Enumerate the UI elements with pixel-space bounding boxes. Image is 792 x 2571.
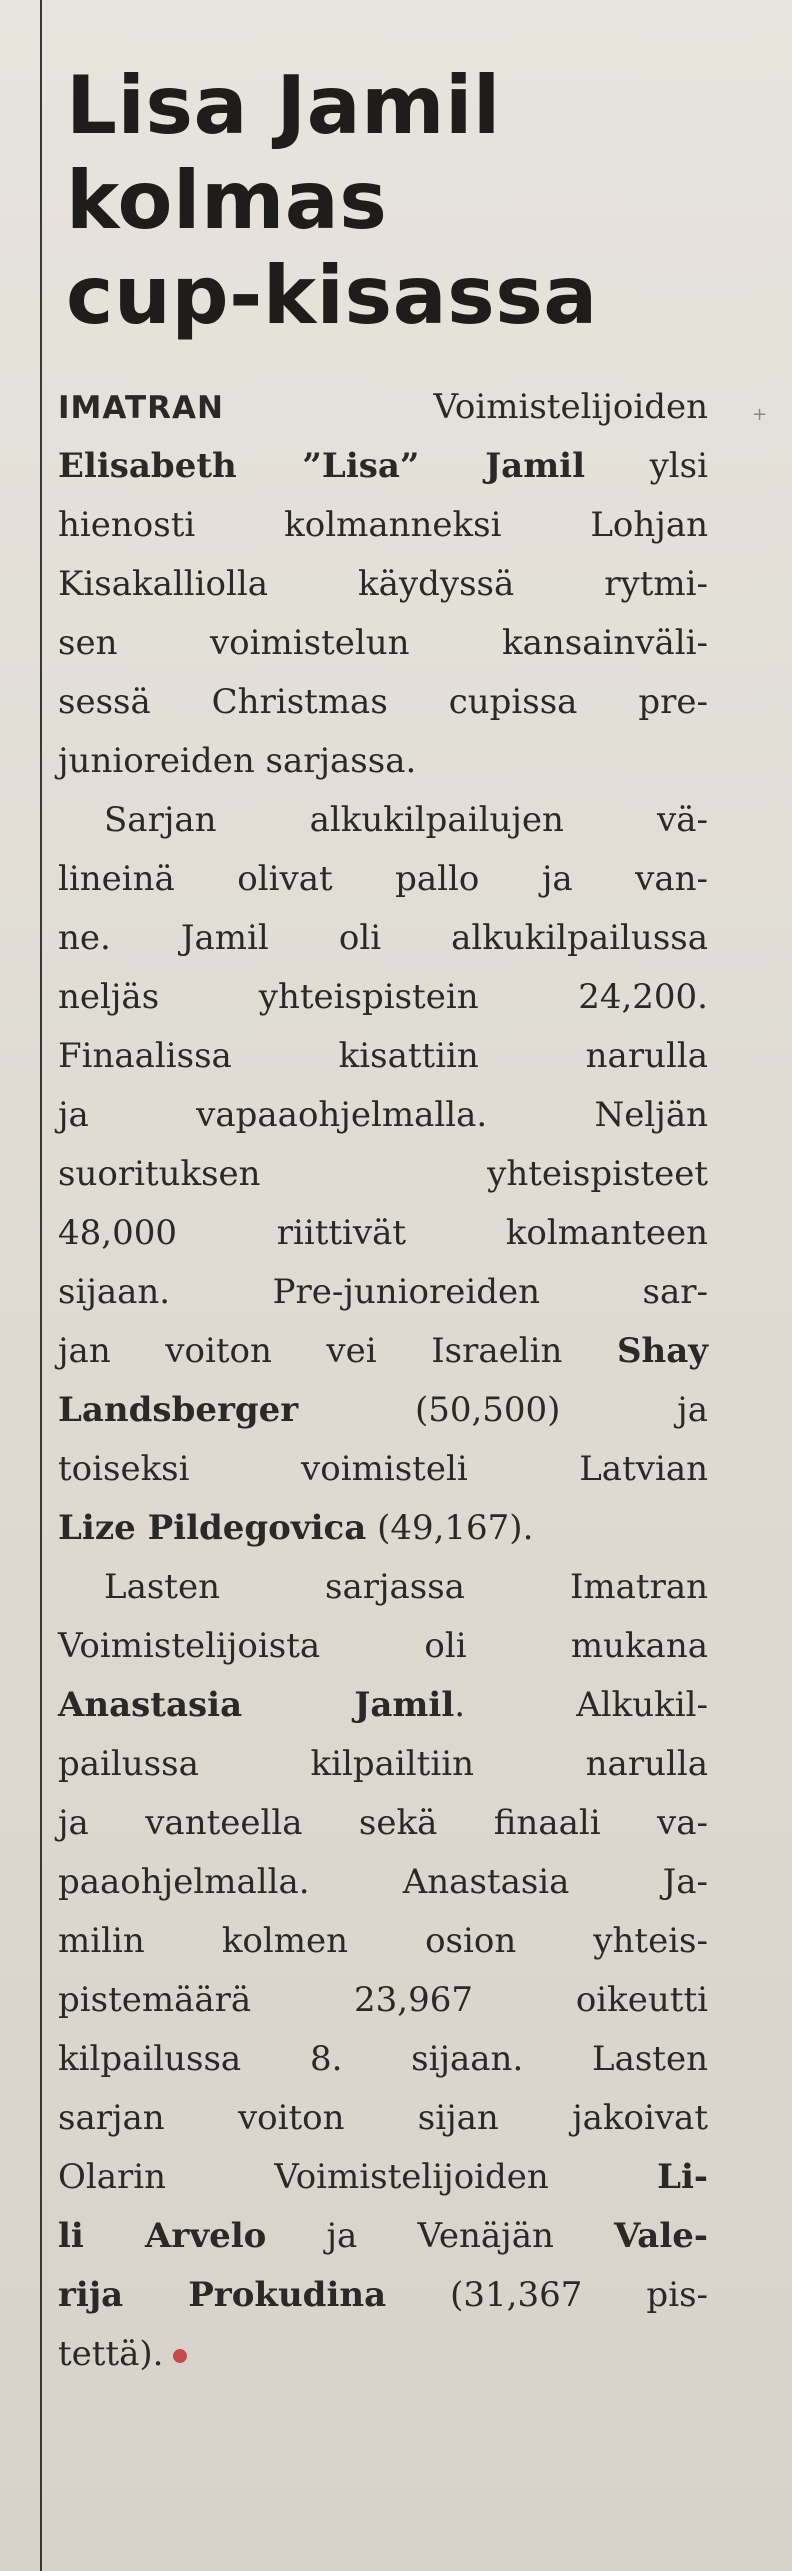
text-run: sarjan voiton sijan jakoivat bbox=[58, 2098, 708, 2138]
bold-name: Li- bbox=[657, 2157, 708, 2197]
text-line bbox=[58, 437, 708, 496]
text-line bbox=[58, 791, 708, 850]
text-line bbox=[58, 496, 708, 555]
text-line bbox=[58, 1912, 708, 1971]
bold-name: Vale- bbox=[614, 2216, 708, 2256]
text-run: lineinä olivat pallo ja van- bbox=[58, 859, 708, 899]
text-line bbox=[58, 2148, 708, 2207]
text-run: toiseksi voimisteli Latvian bbox=[58, 1449, 708, 1489]
bold-name: Elisabeth ”Lisa” Jamil bbox=[58, 446, 585, 486]
text-run: (31,367 pis- bbox=[386, 2275, 708, 2315]
print-registration-mark: + bbox=[752, 404, 768, 425]
text-run: hienosti kolmanneksi Lohjan bbox=[58, 505, 708, 545]
text-line bbox=[58, 2089, 708, 2148]
text-run: 48,000 riittivät kolmanteen bbox=[58, 1213, 708, 1253]
text-run: Olarin Voimistelijoiden bbox=[58, 2157, 658, 2197]
text-run: ja vapaaohjelmalla. Neljän bbox=[58, 1095, 708, 1135]
text-run: tettä). bbox=[58, 2334, 164, 2374]
text-run: Voimistelijoista oli mukana bbox=[58, 1626, 708, 1666]
text-line bbox=[58, 2266, 708, 2325]
text-line bbox=[58, 850, 708, 909]
text-run: kilpailussa 8. sijaan. Lasten bbox=[58, 2039, 708, 2079]
column-rule bbox=[40, 0, 42, 2571]
text-line bbox=[58, 2030, 708, 2089]
bold-name: Lize Pildegovica bbox=[58, 1508, 367, 1548]
text-run: ne. Jamil oli alkukilpailussa bbox=[58, 918, 708, 958]
text-line bbox=[58, 555, 708, 614]
text-line bbox=[58, 732, 708, 791]
text-run: Lasten sarjassa Imatran bbox=[104, 1567, 708, 1607]
text-line bbox=[58, 1086, 708, 1145]
article-paragraph bbox=[58, 1558, 708, 2384]
headline-line: cup-kisassa bbox=[66, 249, 598, 342]
text-line bbox=[58, 1263, 708, 1322]
text-line bbox=[58, 673, 708, 732]
text-line bbox=[58, 1499, 708, 1558]
text-line bbox=[58, 2207, 708, 2266]
headline bbox=[66, 58, 756, 343]
text-line bbox=[58, 968, 708, 1027]
text-line bbox=[58, 1558, 708, 1617]
text-run: sen voimistelun kansainväli- bbox=[58, 623, 708, 663]
bold-name: Shay bbox=[616, 1331, 708, 1371]
text-run: milin kolmen osion yhteis- bbox=[58, 1921, 708, 1961]
text-run: Finaalissa kisattiin narulla bbox=[58, 1036, 708, 1076]
text-run: Sarjan alkukilpailujen vä- bbox=[104, 800, 708, 840]
text-line bbox=[58, 1027, 708, 1086]
text-line bbox=[58, 1676, 708, 1735]
bold-name: Anastasia Jamil bbox=[58, 1685, 455, 1725]
text-run: . Alkukil- bbox=[454, 1685, 708, 1725]
text-line bbox=[58, 2325, 708, 2384]
text-run: neljäs yhteispistein 24,200. bbox=[58, 977, 708, 1017]
headline-line: Lisa Jamil bbox=[66, 59, 501, 152]
text-run: junioreiden sarjassa. bbox=[58, 741, 417, 781]
text-line bbox=[58, 909, 708, 968]
text-run: jan voiton vei Israelin bbox=[58, 1331, 617, 1371]
text-line bbox=[58, 1794, 708, 1853]
text-line bbox=[58, 1735, 708, 1794]
text-run: paaohjelmalla. Anastasia Ja- bbox=[58, 1862, 708, 1902]
bold-name: li Arvelo bbox=[58, 2216, 267, 2256]
end-of-article-dot bbox=[173, 2349, 187, 2363]
text-run: sijaan. Pre-junioreiden sar- bbox=[58, 1272, 708, 1312]
text-line bbox=[58, 1381, 708, 1440]
text-run: suorituksen yhteispisteet bbox=[58, 1154, 708, 1194]
text-line bbox=[58, 378, 708, 437]
text-run: (50,500) ja bbox=[298, 1390, 708, 1430]
text-run: Voimistelijoiden bbox=[223, 387, 708, 427]
bold-name: rija Prokudina bbox=[58, 2275, 387, 2315]
text-run: pailussa kilpailtiin narulla bbox=[58, 1744, 708, 1784]
text-line bbox=[58, 1853, 708, 1912]
text-line bbox=[58, 1322, 708, 1381]
bold-name: Landsberger bbox=[58, 1390, 299, 1430]
article-body bbox=[58, 378, 708, 2384]
text-run: ja vanteella sekä finaali va- bbox=[58, 1803, 708, 1843]
text-run: sessä Christmas cupissa pre- bbox=[58, 682, 708, 722]
text-line bbox=[58, 1145, 708, 1204]
headline-line: kolmas bbox=[66, 154, 388, 247]
article-paragraph bbox=[58, 378, 708, 791]
text-run: ja Venäjän bbox=[266, 2216, 615, 2256]
text-line bbox=[58, 1204, 708, 1263]
text-line bbox=[58, 1617, 708, 1676]
article-paragraph bbox=[58, 791, 708, 1558]
text-run: ylsi bbox=[585, 446, 708, 486]
text-run: Kisakalliolla käydyssä rytmi- bbox=[58, 564, 708, 604]
text-line bbox=[58, 1971, 708, 2030]
text-run: (49,167). bbox=[366, 1508, 534, 1548]
dateline: IMATRAN bbox=[58, 390, 224, 426]
text-line bbox=[58, 1440, 708, 1499]
text-run: pistemäärä 23,967 oikeutti bbox=[58, 1980, 708, 2020]
text-line bbox=[58, 614, 708, 673]
